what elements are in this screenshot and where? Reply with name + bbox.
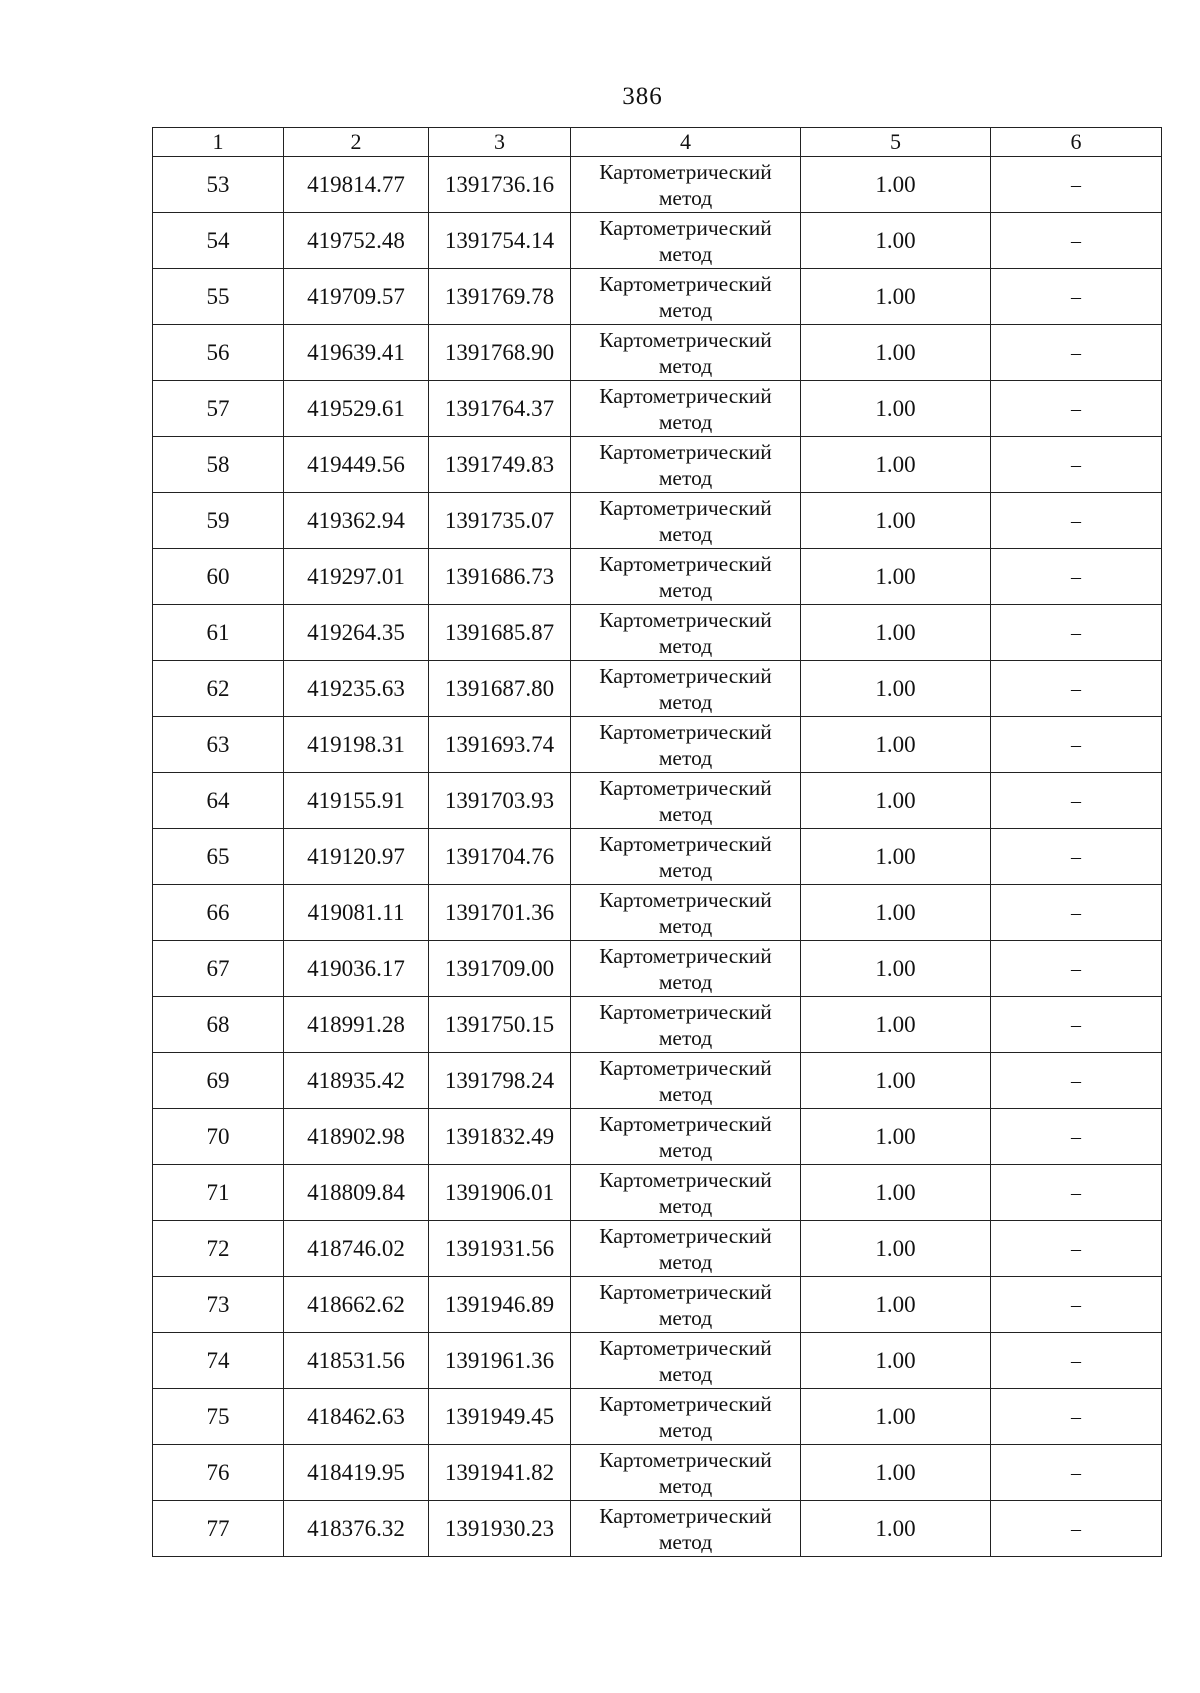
- point-number-cell: 75: [153, 1389, 284, 1445]
- coordinates-table: [152, 127, 1162, 1557]
- method-text-line-2: метод: [658, 801, 713, 826]
- accuracy-cell: 1.00: [801, 1053, 991, 1109]
- note-cell: [991, 549, 1162, 605]
- method-text-line-1: Картометрический: [599, 215, 772, 240]
- method-cell: [571, 549, 801, 605]
- note-cell: [991, 885, 1162, 941]
- method-cell: [571, 941, 801, 997]
- method-text-line-1: Картометрический: [599, 1055, 772, 1080]
- accuracy-cell: 1.00: [801, 1221, 991, 1277]
- y-coordinate-cell: 1391701.36: [429, 885, 571, 941]
- method-text-line-2: метод: [658, 297, 713, 322]
- method-cell: [571, 605, 801, 661]
- method-text-line-1: Картометрический: [599, 551, 772, 576]
- table-row: [153, 1333, 1162, 1389]
- point-number-cell: 54: [153, 213, 284, 269]
- accuracy-cell: 1.00: [801, 661, 991, 717]
- note-dash: –: [1071, 1238, 1081, 1260]
- point-number-cell: 77: [153, 1501, 284, 1557]
- x-coordinate-cell: 418531.56: [284, 1333, 429, 1389]
- point-number-cell: 69: [153, 1053, 284, 1109]
- accuracy-cell: 1.00: [801, 941, 991, 997]
- accuracy-cell: 1.00: [801, 997, 991, 1053]
- table-row: [153, 1109, 1162, 1165]
- method-text-line-2: метод: [658, 521, 713, 546]
- table-row: [153, 381, 1162, 437]
- y-coordinate-cell: 1391798.24: [429, 1053, 571, 1109]
- method-cell: [571, 157, 801, 213]
- point-number-cell: 64: [153, 773, 284, 829]
- table-row: [153, 997, 1162, 1053]
- point-number-cell: 57: [153, 381, 284, 437]
- x-coordinate-cell: 419752.48: [284, 213, 429, 269]
- method-cell: [571, 1109, 801, 1165]
- y-coordinate-cell: 1391749.83: [429, 437, 571, 493]
- note-cell: [991, 605, 1162, 661]
- note-dash: –: [1071, 1182, 1081, 1204]
- point-number-cell: 63: [153, 717, 284, 773]
- table-row: [153, 1221, 1162, 1277]
- x-coordinate-cell: 418746.02: [284, 1221, 429, 1277]
- x-coordinate-cell: 419529.61: [284, 381, 429, 437]
- x-coordinate-cell: 418991.28: [284, 997, 429, 1053]
- note-dash: –: [1071, 790, 1081, 812]
- note-cell: [991, 1333, 1162, 1389]
- x-coordinate-cell: 419264.35: [284, 605, 429, 661]
- note-cell: [991, 325, 1162, 381]
- note-cell: [991, 213, 1162, 269]
- table-row: [153, 1165, 1162, 1221]
- column-header-4: 4: [571, 128, 801, 157]
- note-cell: [991, 269, 1162, 325]
- note-cell: [991, 941, 1162, 997]
- method-text-line-2: метод: [658, 689, 713, 714]
- note-dash: –: [1071, 1462, 1081, 1484]
- method-text-line-1: Картометрический: [599, 383, 772, 408]
- method-text-line-2: метод: [658, 353, 713, 378]
- note-cell: [991, 1109, 1162, 1165]
- x-coordinate-cell: 419155.91: [284, 773, 429, 829]
- method-cell: [571, 1501, 801, 1557]
- accuracy-cell: 1.00: [801, 1389, 991, 1445]
- method-text-line-1: Картометрический: [599, 719, 772, 744]
- table-row: [153, 157, 1162, 213]
- method-cell: [571, 269, 801, 325]
- x-coordinate-cell: 418419.95: [284, 1445, 429, 1501]
- method-cell: [571, 885, 801, 941]
- method-text-line-2: метод: [658, 577, 713, 602]
- method-text-line-2: метод: [658, 465, 713, 490]
- x-coordinate-cell: 419235.63: [284, 661, 429, 717]
- table-header: [153, 128, 1162, 157]
- method-text-line-2: метод: [658, 745, 713, 770]
- note-cell: [991, 661, 1162, 717]
- y-coordinate-cell: 1391693.74: [429, 717, 571, 773]
- note-dash: –: [1071, 1406, 1081, 1428]
- y-coordinate-cell: 1391736.16: [429, 157, 571, 213]
- point-number-cell: 56: [153, 325, 284, 381]
- method-text-line-2: метод: [658, 185, 713, 210]
- method-text-line-2: метод: [658, 409, 713, 434]
- x-coordinate-cell: 419036.17: [284, 941, 429, 997]
- method-text-line-1: Картометрический: [599, 1279, 772, 1304]
- method-text-line-1: Картометрический: [599, 831, 772, 856]
- method-cell: [571, 1333, 801, 1389]
- y-coordinate-cell: 1391735.07: [429, 493, 571, 549]
- method-text-line-2: метод: [658, 857, 713, 882]
- method-text-line-1: Картометрический: [599, 271, 772, 296]
- method-text-line-2: метод: [658, 1529, 713, 1554]
- method-cell: [571, 381, 801, 437]
- accuracy-cell: 1.00: [801, 717, 991, 773]
- y-coordinate-cell: 1391764.37: [429, 381, 571, 437]
- note-cell: [991, 829, 1162, 885]
- method-cell: [571, 1221, 801, 1277]
- method-cell: [571, 1277, 801, 1333]
- accuracy-cell: 1.00: [801, 437, 991, 493]
- accuracy-cell: 1.00: [801, 381, 991, 437]
- table-row: [153, 941, 1162, 997]
- method-text-line-1: Картометрический: [599, 495, 772, 520]
- method-text-line-1: Картометрический: [599, 1391, 772, 1416]
- method-cell: [571, 997, 801, 1053]
- column-header-3: 3: [429, 128, 571, 157]
- method-text-line-1: Картометрический: [599, 1447, 772, 1472]
- y-coordinate-cell: 1391906.01: [429, 1165, 571, 1221]
- note-cell: [991, 1277, 1162, 1333]
- table-row: [153, 1389, 1162, 1445]
- accuracy-cell: 1.00: [801, 213, 991, 269]
- y-coordinate-cell: 1391769.78: [429, 269, 571, 325]
- note-dash: –: [1071, 902, 1081, 924]
- accuracy-cell: 1.00: [801, 1165, 991, 1221]
- point-number-cell: 61: [153, 605, 284, 661]
- method-text-line-2: метод: [658, 1193, 713, 1218]
- accuracy-cell: 1.00: [801, 885, 991, 941]
- method-cell: [571, 437, 801, 493]
- y-coordinate-cell: 1391949.45: [429, 1389, 571, 1445]
- point-number-cell: 65: [153, 829, 284, 885]
- method-text-line-1: Картометрический: [599, 327, 772, 352]
- method-text-line-1: Картометрический: [599, 1503, 772, 1528]
- method-text-line-2: метод: [658, 1417, 713, 1442]
- accuracy-cell: 1.00: [801, 1333, 991, 1389]
- point-number-cell: 70: [153, 1109, 284, 1165]
- table-row: [153, 269, 1162, 325]
- x-coordinate-cell: 418902.98: [284, 1109, 429, 1165]
- table-row: [153, 717, 1162, 773]
- note-cell: [991, 997, 1162, 1053]
- method-text-line-1: Картометрический: [599, 663, 772, 688]
- note-dash: –: [1071, 566, 1081, 588]
- x-coordinate-cell: 419198.31: [284, 717, 429, 773]
- method-cell: [571, 661, 801, 717]
- point-number-cell: 66: [153, 885, 284, 941]
- note-dash: –: [1071, 230, 1081, 252]
- accuracy-cell: 1.00: [801, 157, 991, 213]
- accuracy-cell: 1.00: [801, 1109, 991, 1165]
- accuracy-cell: 1.00: [801, 605, 991, 661]
- method-cell: [571, 1165, 801, 1221]
- y-coordinate-cell: 1391754.14: [429, 213, 571, 269]
- x-coordinate-cell: 418935.42: [284, 1053, 429, 1109]
- y-coordinate-cell: 1391750.15: [429, 997, 571, 1053]
- y-coordinate-cell: 1391961.36: [429, 1333, 571, 1389]
- x-coordinate-cell: 419639.41: [284, 325, 429, 381]
- note-dash: –: [1071, 846, 1081, 868]
- method-text-line-2: метод: [658, 241, 713, 266]
- y-coordinate-cell: 1391946.89: [429, 1277, 571, 1333]
- point-number-cell: 76: [153, 1445, 284, 1501]
- method-cell: [571, 213, 801, 269]
- y-coordinate-cell: 1391832.49: [429, 1109, 571, 1165]
- method-text-line-2: метод: [658, 1249, 713, 1274]
- point-number-cell: 73: [153, 1277, 284, 1333]
- accuracy-cell: 1.00: [801, 1445, 991, 1501]
- x-coordinate-cell: 418462.63: [284, 1389, 429, 1445]
- accuracy-cell: 1.00: [801, 325, 991, 381]
- note-cell: [991, 1053, 1162, 1109]
- x-coordinate-cell: 418376.32: [284, 1501, 429, 1557]
- method-cell: [571, 773, 801, 829]
- point-number-cell: 68: [153, 997, 284, 1053]
- method-text-line-2: метод: [658, 969, 713, 994]
- x-coordinate-cell: 419297.01: [284, 549, 429, 605]
- method-cell: [571, 325, 801, 381]
- method-text-line-2: метод: [658, 1137, 713, 1162]
- point-number-cell: 71: [153, 1165, 284, 1221]
- accuracy-cell: 1.00: [801, 773, 991, 829]
- method-text-line-1: Картометрический: [599, 1111, 772, 1136]
- table-row: [153, 1501, 1162, 1557]
- column-header-1: 1: [153, 128, 284, 157]
- header-row: [153, 128, 1162, 157]
- point-number-cell: 53: [153, 157, 284, 213]
- column-header-5: 5: [801, 128, 991, 157]
- point-number-cell: 55: [153, 269, 284, 325]
- y-coordinate-cell: 1391685.87: [429, 605, 571, 661]
- table-row: [153, 605, 1162, 661]
- table-row: [153, 1277, 1162, 1333]
- y-coordinate-cell: 1391703.93: [429, 773, 571, 829]
- y-coordinate-cell: 1391941.82: [429, 1445, 571, 1501]
- y-coordinate-cell: 1391931.56: [429, 1221, 571, 1277]
- note-dash: –: [1071, 1350, 1081, 1372]
- method-cell: [571, 717, 801, 773]
- method-text-line-1: Картометрический: [599, 1167, 772, 1192]
- method-text-line-2: метод: [658, 1081, 713, 1106]
- method-cell: [571, 1389, 801, 1445]
- method-text-line-1: Картометрический: [599, 1335, 772, 1360]
- note-dash: –: [1071, 342, 1081, 364]
- x-coordinate-cell: 419120.97: [284, 829, 429, 885]
- table-row: [153, 325, 1162, 381]
- x-coordinate-cell: 419814.77: [284, 157, 429, 213]
- y-coordinate-cell: 1391768.90: [429, 325, 571, 381]
- x-coordinate-cell: 419709.57: [284, 269, 429, 325]
- note-cell: [991, 493, 1162, 549]
- note-cell: [991, 1165, 1162, 1221]
- note-cell: [991, 1501, 1162, 1557]
- accuracy-cell: 1.00: [801, 549, 991, 605]
- method-text-line-2: метод: [658, 1025, 713, 1050]
- y-coordinate-cell: 1391709.00: [429, 941, 571, 997]
- column-header-2: 2: [284, 128, 429, 157]
- point-number-cell: 72: [153, 1221, 284, 1277]
- note-cell: [991, 1221, 1162, 1277]
- method-text-line-1: Картометрический: [599, 439, 772, 464]
- note-dash: –: [1071, 734, 1081, 756]
- method-text-line-2: метод: [658, 633, 713, 658]
- page-number: 386: [622, 83, 663, 110]
- table-row: [153, 829, 1162, 885]
- method-text-line-2: метод: [658, 913, 713, 938]
- note-dash: –: [1071, 1294, 1081, 1316]
- accuracy-cell: 1.00: [801, 493, 991, 549]
- y-coordinate-cell: 1391704.76: [429, 829, 571, 885]
- column-header-6: 6: [991, 128, 1162, 157]
- x-coordinate-cell: 419362.94: [284, 493, 429, 549]
- note-dash: –: [1071, 958, 1081, 980]
- x-coordinate-cell: 419081.11: [284, 885, 429, 941]
- method-cell: [571, 493, 801, 549]
- table-row: [153, 885, 1162, 941]
- point-number-cell: 60: [153, 549, 284, 605]
- note-dash: –: [1071, 1014, 1081, 1036]
- note-cell: [991, 157, 1162, 213]
- x-coordinate-cell: 418809.84: [284, 1165, 429, 1221]
- method-text-line-2: метод: [658, 1361, 713, 1386]
- accuracy-cell: 1.00: [801, 1277, 991, 1333]
- point-number-cell: 58: [153, 437, 284, 493]
- y-coordinate-cell: 1391687.80: [429, 661, 571, 717]
- note-dash: –: [1071, 1126, 1081, 1148]
- note-dash: –: [1071, 454, 1081, 476]
- method-text-line-2: метод: [658, 1305, 713, 1330]
- table-row: [153, 661, 1162, 717]
- method-text-line-1: Картометрический: [599, 775, 772, 800]
- accuracy-cell: 1.00: [801, 1501, 991, 1557]
- point-number-cell: 74: [153, 1333, 284, 1389]
- note-dash: –: [1071, 398, 1081, 420]
- note-cell: [991, 1389, 1162, 1445]
- method-text-line-1: Картометрический: [599, 159, 772, 184]
- method-text-line-2: метод: [658, 1473, 713, 1498]
- point-number-cell: 67: [153, 941, 284, 997]
- table-body: [153, 157, 1162, 1557]
- table-row: [153, 773, 1162, 829]
- note-dash: –: [1071, 1518, 1081, 1540]
- note-dash: –: [1071, 1070, 1081, 1092]
- method-text-line-1: Картометрический: [599, 943, 772, 968]
- accuracy-cell: 1.00: [801, 829, 991, 885]
- note-cell: [991, 717, 1162, 773]
- method-cell: [571, 1053, 801, 1109]
- note-cell: [991, 773, 1162, 829]
- x-coordinate-cell: 418662.62: [284, 1277, 429, 1333]
- note-dash: –: [1071, 510, 1081, 532]
- note-dash: –: [1071, 286, 1081, 308]
- note-dash: –: [1071, 678, 1081, 700]
- method-text-line-1: Картометрический: [599, 607, 772, 632]
- note-cell: [991, 437, 1162, 493]
- accuracy-cell: 1.00: [801, 269, 991, 325]
- note-dash: –: [1071, 622, 1081, 644]
- method-text-line-1: Картометрический: [599, 1223, 772, 1248]
- note-cell: [991, 1445, 1162, 1501]
- table-row: [153, 1445, 1162, 1501]
- method-cell: [571, 829, 801, 885]
- method-text-line-1: Картометрический: [599, 887, 772, 912]
- table-row: [153, 437, 1162, 493]
- method-cell: [571, 1445, 801, 1501]
- table-row: [153, 549, 1162, 605]
- y-coordinate-cell: 1391686.73: [429, 549, 571, 605]
- point-number-cell: 62: [153, 661, 284, 717]
- note-dash: –: [1071, 174, 1081, 196]
- y-coordinate-cell: 1391930.23: [429, 1501, 571, 1557]
- table-row: [153, 1053, 1162, 1109]
- point-number-cell: 59: [153, 493, 284, 549]
- table-row: [153, 213, 1162, 269]
- note-cell: [991, 381, 1162, 437]
- method-text-line-1: Картометрический: [599, 999, 772, 1024]
- table-row: [153, 493, 1162, 549]
- x-coordinate-cell: 419449.56: [284, 437, 429, 493]
